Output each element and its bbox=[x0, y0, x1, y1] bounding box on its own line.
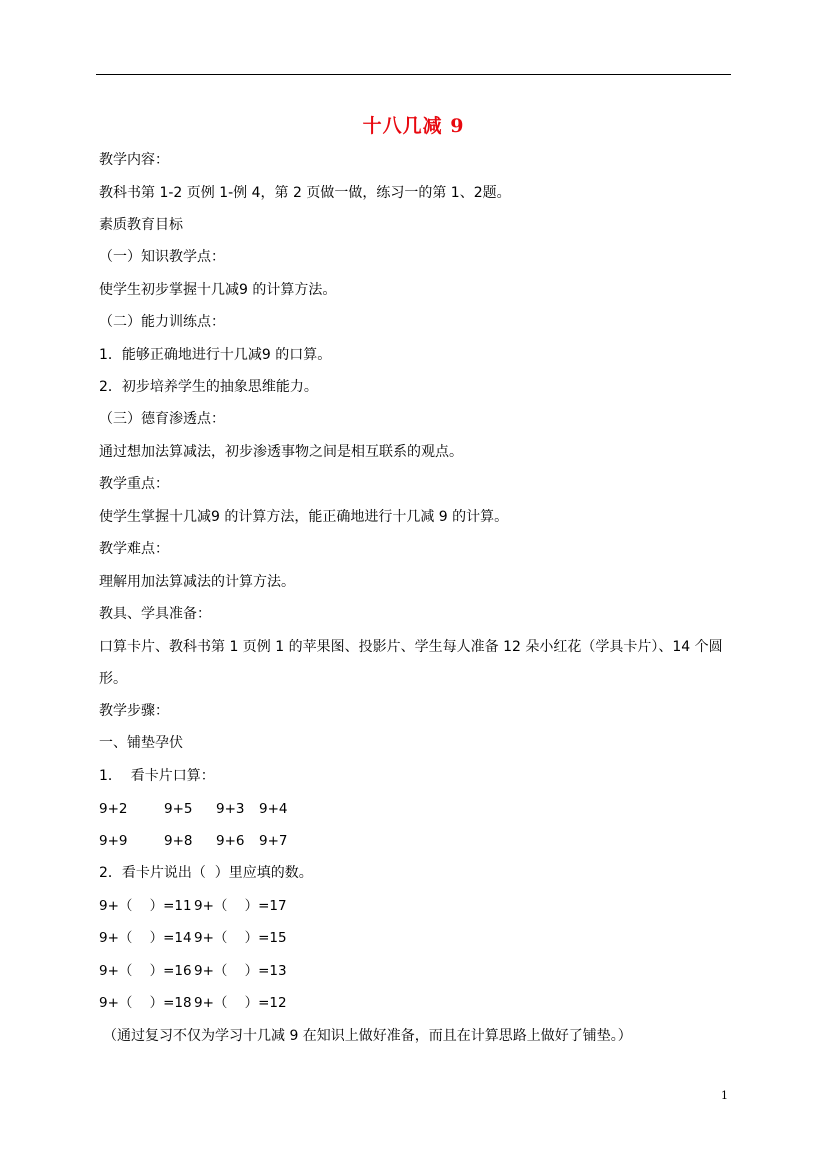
heading-quality-goals: 素质教育目标 bbox=[99, 217, 183, 233]
heading-knowledge-point: （一）知识教学点： bbox=[99, 249, 225, 265]
paragraph-difficulty: 理解用加法算减法的计算方法。 bbox=[99, 574, 295, 590]
list-item-ability-2: 2．初步培养学生的抽象思维能力。 bbox=[99, 379, 318, 395]
paragraph-textbook-pages: 教科书第 1-2 页例 1-例 4，第 2 页做一做，练习一的第 1、2题。 bbox=[99, 185, 511, 201]
paragraph-knowledge: 使学生初步掌握十几减9 的计算方法。 bbox=[99, 282, 337, 298]
paragraph-moral: 通过想加法算减法，初步渗透事物之间是相互联系的观点。 bbox=[99, 444, 463, 460]
paragraph-key-point: 使学生掌握十几减9 的计算方法，能正确地进行十几减 9 的计算。 bbox=[99, 509, 509, 525]
list-item-ability-1: 1．能够正确地进行十几减9 的口算。 bbox=[99, 347, 332, 363]
paragraph-review-note: （通过复习不仅为学习十几减 9 在知识上做好准备，而且在计算思路上做好了铺垫。） bbox=[103, 1028, 632, 1044]
oral-card-row bbox=[99, 832, 339, 850]
fill-blank-equation: 9+（ ）=17 bbox=[194, 898, 287, 914]
heading-ability-point: （二）能力训练点： bbox=[99, 314, 225, 330]
paragraph-materials: 口算卡片、教科书第 1 页例 1 的苹果图、投影片、学生每人准备 12 朵小红花（学具卡片）、14 个圆形。 bbox=[99, 639, 723, 687]
fill-blank-equation: 9+（ ）=15 bbox=[194, 930, 287, 946]
fill-blank-equation: 9+（ ）=14 bbox=[99, 930, 192, 946]
page-number: 1 bbox=[721, 1089, 728, 1102]
fill-blank-equation: 9+（ ）=12 bbox=[194, 995, 287, 1011]
document-title: 十八几减 9 bbox=[362, 115, 465, 137]
oral-card: 9+8 bbox=[164, 833, 193, 849]
header-rule bbox=[96, 74, 731, 75]
oral-card: 9+9 bbox=[99, 833, 128, 849]
oral-card: 9+7 bbox=[259, 833, 288, 849]
fill-blank-equation: 9+（ ）=11 bbox=[99, 898, 192, 914]
oral-card: 9+6 bbox=[216, 833, 245, 849]
oral-card: 9+2 bbox=[99, 801, 128, 817]
heading-step-one: 一、铺垫孕伏 bbox=[99, 735, 183, 751]
fill-blank-row bbox=[99, 929, 339, 947]
heading-steps: 教学步骤： bbox=[99, 703, 169, 719]
heading-difficulty: 教学难点： bbox=[99, 541, 169, 557]
oral-card-row bbox=[99, 800, 339, 818]
oral-card: 9+5 bbox=[164, 801, 193, 817]
fill-blank-equation: 9+（ ）=18 bbox=[99, 995, 192, 1011]
oral-card: 9+4 bbox=[259, 801, 288, 817]
heading-moral-point: （三）德育渗透点： bbox=[99, 411, 225, 427]
fill-blank-equation: 9+（ ）=13 bbox=[194, 963, 287, 979]
heading-materials: 教具、学具准备： bbox=[99, 606, 211, 622]
list-item-oral-cards: 1． 看卡片口算： bbox=[99, 768, 215, 784]
fill-blank-equation: 9+（ ）=16 bbox=[99, 963, 192, 979]
fill-blank-row bbox=[99, 962, 339, 980]
heading-teaching-content: 教学内容： bbox=[99, 152, 169, 168]
heading-key-point: 教学重点： bbox=[99, 476, 169, 492]
list-item-fill-blanks: 2．看卡片说出（ ）里应填的数。 bbox=[99, 865, 313, 881]
fill-blank-row bbox=[99, 897, 339, 915]
oral-card: 9+3 bbox=[216, 801, 245, 817]
fill-blank-row bbox=[99, 994, 339, 1012]
